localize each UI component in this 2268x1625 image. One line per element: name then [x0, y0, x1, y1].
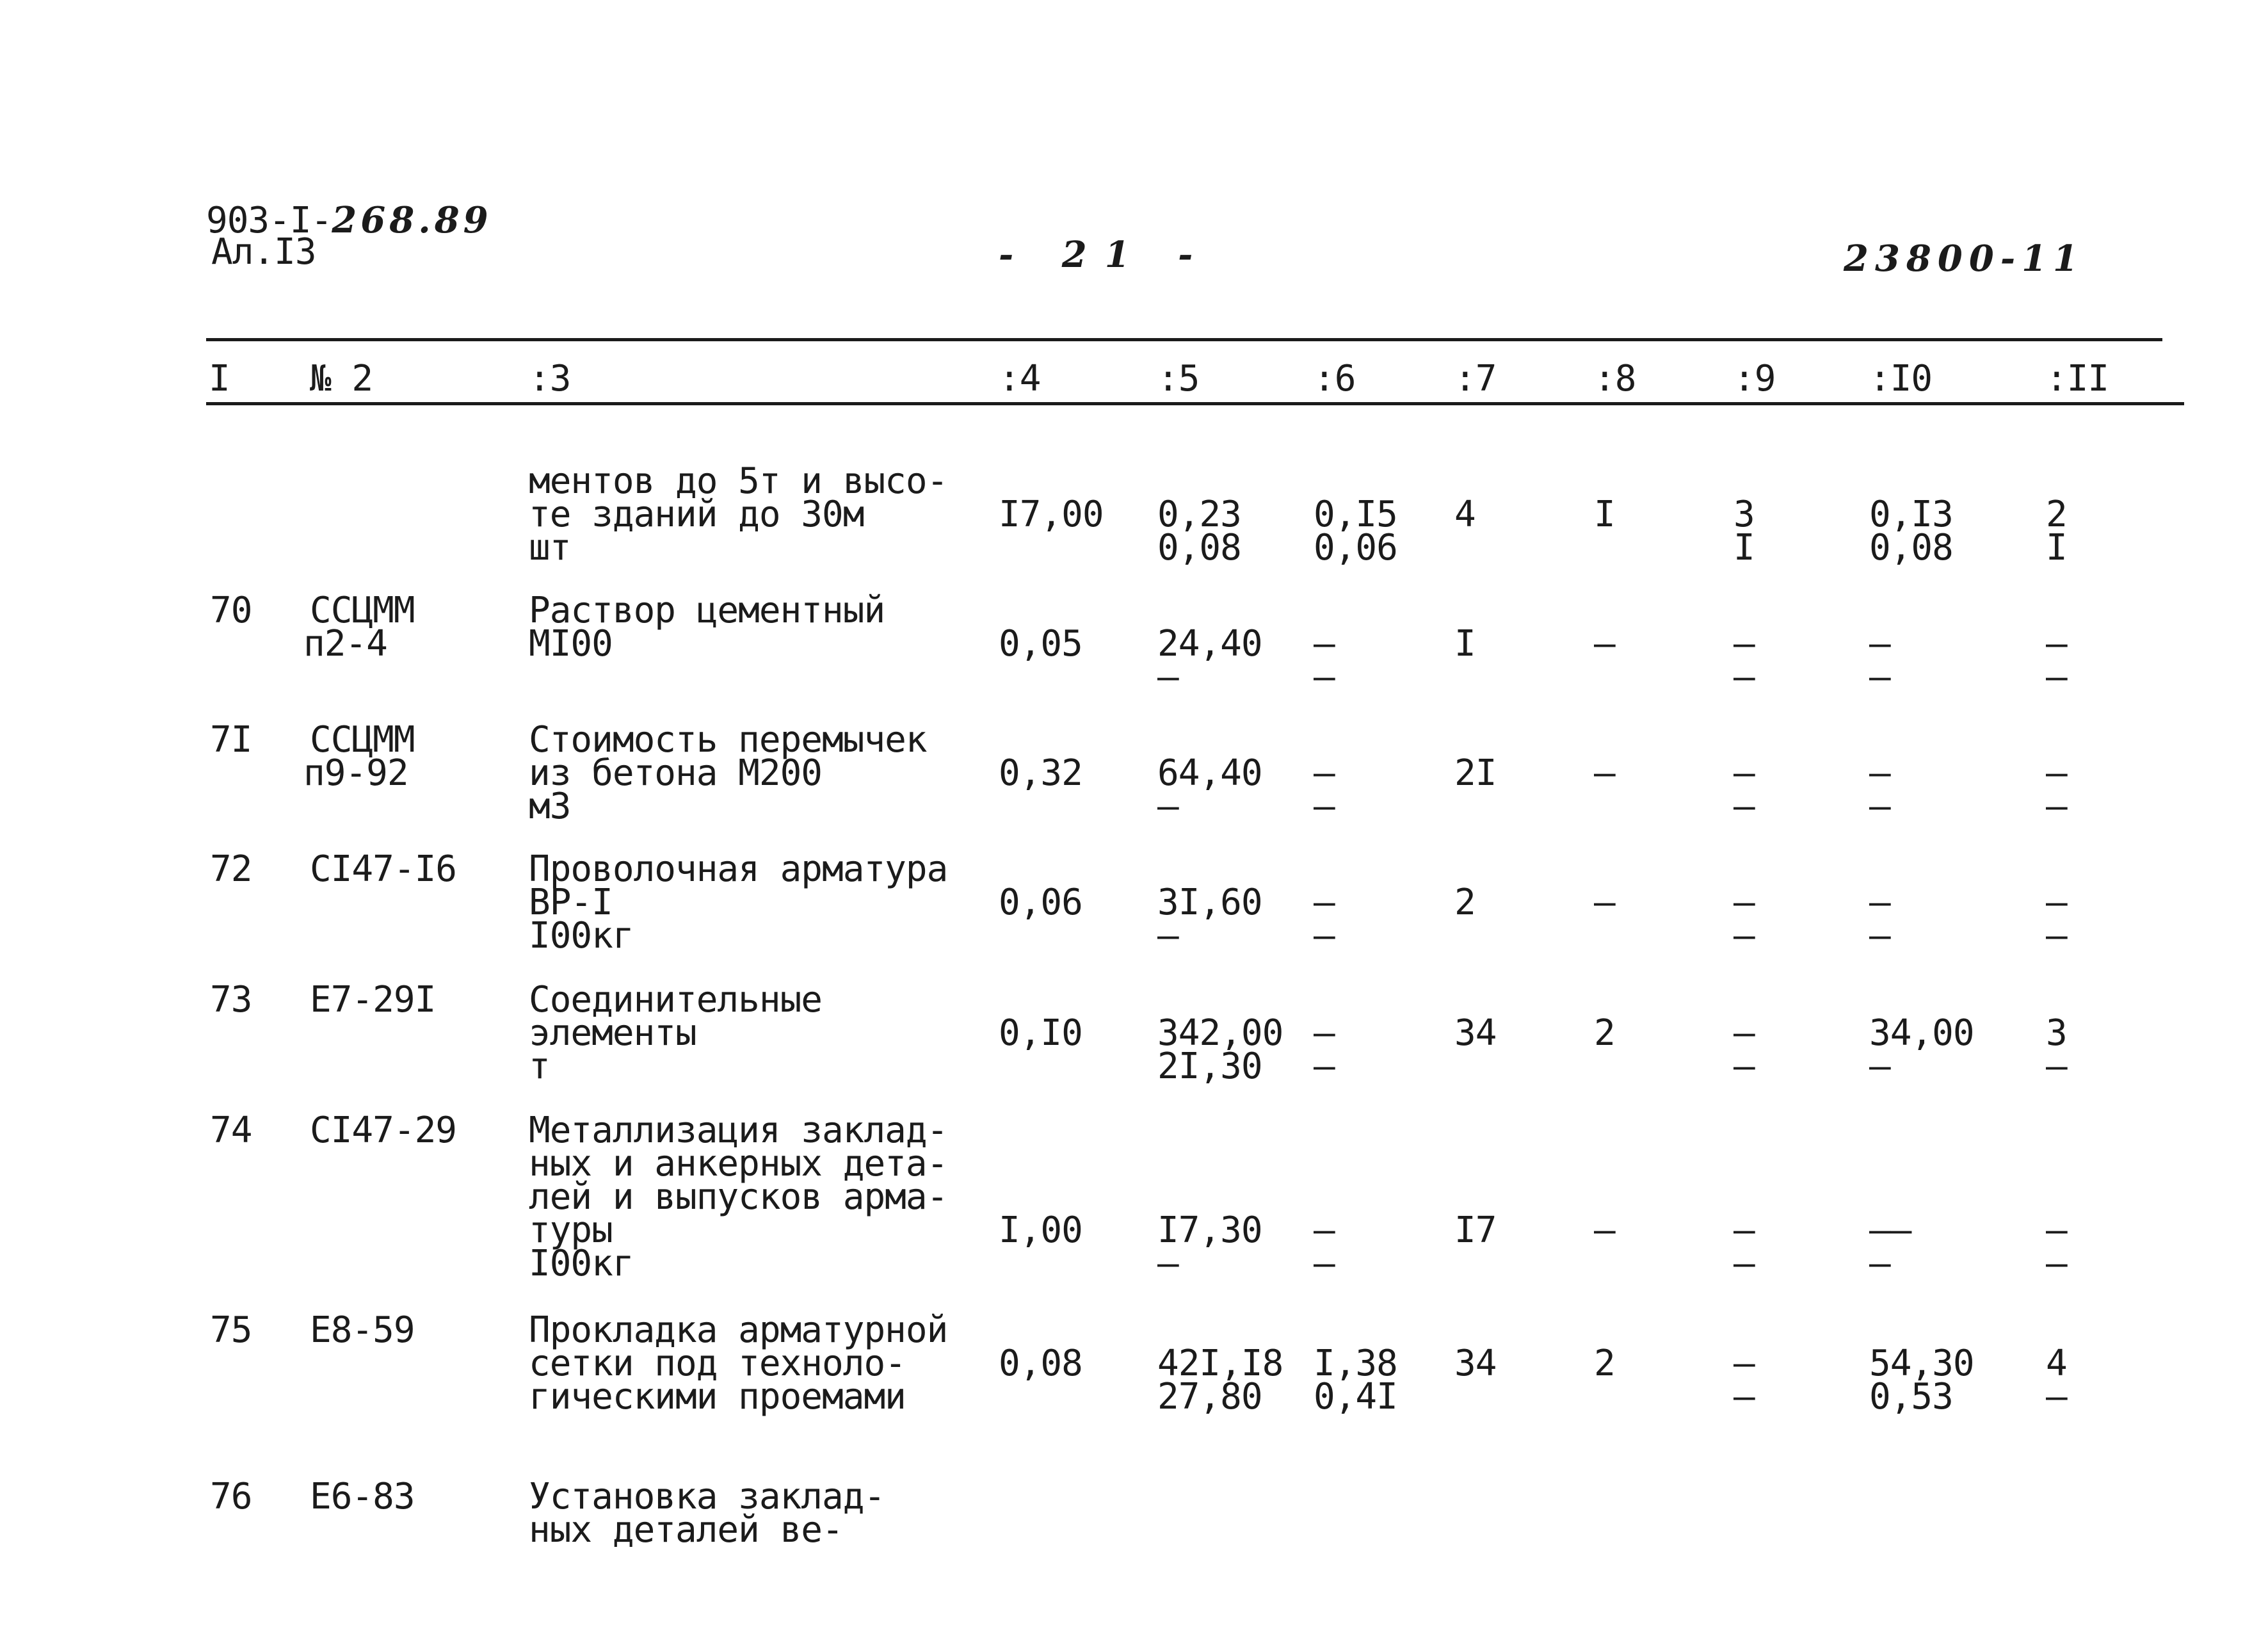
cell-col-9: 3 — [1733, 494, 1755, 535]
cell-col-9: – — [1733, 1343, 1755, 1384]
cell-col-10: –– — [1869, 1209, 1911, 1251]
page-number: - 21 - — [999, 234, 1211, 276]
cell-col-9: – — [1733, 656, 1755, 698]
cell-col-5: 342,00 — [1157, 1012, 1283, 1054]
cell-col-8: – — [1594, 623, 1615, 665]
row-number: 70 — [210, 590, 252, 631]
row-description: Проволочная арматура — [529, 848, 948, 890]
col-header-2: № 2 — [310, 358, 373, 400]
cell-col-6: – — [1314, 1243, 1335, 1284]
cell-col-10: – — [1869, 656, 1890, 698]
table-header-rule — [206, 402, 2184, 405]
col-header-10: :I0 — [1869, 358, 1933, 400]
cell-col-4: 0,08 — [999, 1343, 1082, 1384]
row-description: МI00 — [529, 623, 613, 665]
cell-col-9: – — [1733, 1046, 1755, 1087]
doc-code-handwritten: 268.89 — [332, 199, 492, 241]
row-description: ных деталей ве- — [529, 1509, 843, 1551]
row-code: ССЦММ — [310, 719, 415, 761]
row-number: 74 — [210, 1110, 252, 1151]
cell-col-11: – — [2046, 786, 2067, 827]
row-description: гическими проемами — [529, 1376, 906, 1418]
cell-col-5: 0,08 — [1157, 527, 1241, 569]
cell-col-7: 2I — [1454, 752, 1497, 794]
row-code: Е8-59 — [310, 1309, 415, 1351]
cell-col-5: 24,40 — [1157, 623, 1262, 665]
row-description: элементы — [529, 1012, 696, 1054]
cell-col-10: – — [1869, 752, 1890, 794]
cell-col-5: 2I,30 — [1157, 1046, 1262, 1087]
cell-col-5: 0,23 — [1157, 494, 1241, 535]
row-description: лей и выпусков арма- — [529, 1176, 948, 1218]
cell-col-11: – — [2046, 1209, 2067, 1251]
cell-col-9: – — [1733, 623, 1755, 665]
cell-col-11: 2 — [2046, 494, 2067, 535]
cell-col-6: – — [1314, 1046, 1335, 1087]
album-number: Ал.I3 — [211, 231, 316, 273]
cell-col-11: – — [2046, 752, 2067, 794]
row-description: Прокладка арматурной — [529, 1309, 948, 1351]
cell-col-4: 0,05 — [999, 623, 1082, 665]
row-description: I00кг — [529, 1243, 634, 1284]
cell-col-11: – — [2046, 882, 2067, 923]
cell-col-8: 2 — [1594, 1012, 1615, 1054]
row-description: те зданий до 30м — [529, 494, 864, 535]
row-description: I00кг — [529, 915, 634, 957]
cell-col-5: 42I,I8 — [1157, 1343, 1283, 1384]
row-code: п2-4 — [303, 623, 387, 665]
row-code: п9-92 — [303, 752, 408, 794]
cell-col-5: 64,40 — [1157, 752, 1262, 794]
cell-col-10: 0,I3 — [1869, 494, 1953, 535]
cell-col-6: 0,I5 — [1314, 494, 1397, 535]
row-number: 75 — [210, 1309, 252, 1351]
cell-col-10: – — [1869, 623, 1890, 665]
row-number: 73 — [210, 979, 252, 1021]
cell-col-11: – — [2046, 656, 2067, 698]
row-code: Е7-29I — [310, 979, 436, 1021]
cell-col-6: – — [1314, 1209, 1335, 1251]
cell-col-7: 34 — [1454, 1012, 1497, 1054]
row-description: Стоимость перемычек — [529, 719, 927, 761]
cell-col-6: – — [1314, 656, 1335, 698]
row-description: сетки под техноло- — [529, 1343, 906, 1384]
cell-col-4: I7,00 — [999, 494, 1104, 535]
cell-col-5: 3I,60 — [1157, 882, 1262, 923]
col-header-7: :7 — [1454, 358, 1497, 400]
cell-col-6: – — [1314, 786, 1335, 827]
col-header-8: :8 — [1594, 358, 1636, 400]
cell-col-9: – — [1733, 915, 1755, 957]
cell-col-6: – — [1314, 623, 1335, 665]
cell-col-5: 27,80 — [1157, 1376, 1262, 1418]
col-header-6: :6 — [1314, 358, 1356, 400]
cell-col-9: – — [1733, 786, 1755, 827]
row-description: ВР-I — [529, 882, 613, 923]
cell-col-7: I7 — [1454, 1209, 1497, 1251]
cell-col-5: – — [1157, 915, 1178, 957]
cell-col-6: 0,06 — [1314, 527, 1397, 569]
row-description: Металлизация заклад- — [529, 1110, 948, 1151]
row-number: 7I — [210, 719, 252, 761]
cell-col-10: – — [1869, 882, 1890, 923]
row-code: Е6-83 — [310, 1476, 415, 1517]
row-description: Соединительные — [529, 979, 823, 1021]
doc-code-prefix: 903-I- — [206, 200, 332, 241]
cell-col-4: I,00 — [999, 1209, 1082, 1251]
cell-col-9: – — [1733, 1209, 1755, 1251]
cell-col-10: 0,08 — [1869, 527, 1953, 569]
cell-col-9: – — [1733, 1243, 1755, 1284]
row-description: туры — [529, 1209, 613, 1251]
cell-col-11: – — [2046, 1046, 2067, 1087]
cell-col-9: – — [1733, 1376, 1755, 1418]
cell-col-9: – — [1733, 1012, 1755, 1054]
cell-col-8: – — [1594, 882, 1615, 923]
cell-col-6: 0,4I — [1314, 1376, 1397, 1418]
col-header-4: :4 — [999, 358, 1041, 400]
col-header-9: :9 — [1733, 358, 1776, 400]
cell-col-9: – — [1733, 882, 1755, 923]
row-number: 76 — [210, 1476, 252, 1517]
cell-col-4: 0,32 — [999, 752, 1082, 794]
cell-col-11: – — [2046, 915, 2067, 957]
cell-col-6: I,38 — [1314, 1343, 1397, 1384]
col-header-1: I — [209, 358, 230, 400]
cell-col-11: I — [2046, 527, 2067, 569]
cell-col-11: 3 — [2046, 1012, 2067, 1054]
cell-col-7: 34 — [1454, 1343, 1497, 1384]
cell-col-8: I — [1594, 494, 1615, 535]
cell-col-10: 0,53 — [1869, 1376, 1953, 1418]
cell-col-6: – — [1314, 1012, 1335, 1054]
col-header-3: :3 — [529, 358, 571, 400]
cell-col-10: – — [1869, 915, 1890, 957]
cell-col-10: 54,30 — [1869, 1343, 1974, 1384]
cell-col-9: – — [1733, 752, 1755, 794]
cell-col-8: – — [1594, 1209, 1615, 1251]
cell-col-5: – — [1157, 656, 1178, 698]
col-header-5: :5 — [1157, 358, 1200, 400]
col-header-11: :II — [2046, 358, 2109, 400]
row-description: ментов до 5т и высо- — [529, 460, 948, 502]
row-description: шт — [529, 527, 571, 569]
row-description: т — [529, 1046, 550, 1087]
row-number: 72 — [210, 848, 252, 890]
cell-col-10: 34,00 — [1869, 1012, 1974, 1054]
cell-col-6: – — [1314, 915, 1335, 957]
cell-col-11: – — [2046, 1376, 2067, 1418]
row-description: из бетона М200 — [529, 752, 823, 794]
cell-col-7: 2 — [1454, 882, 1476, 923]
row-description: ных и анкерных дета- — [529, 1143, 948, 1184]
cell-col-10: – — [1869, 1046, 1890, 1087]
cell-col-10: – — [1869, 1243, 1890, 1284]
cell-col-9: I — [1733, 527, 1755, 569]
cell-col-4: 0,06 — [999, 882, 1082, 923]
cell-col-7: I — [1454, 623, 1476, 665]
cell-col-10: – — [1869, 786, 1890, 827]
row-code: ССЦММ — [310, 590, 415, 631]
cell-col-6: – — [1314, 882, 1335, 923]
row-code: СI47-29 — [310, 1110, 457, 1151]
cell-col-11: 4 — [2046, 1343, 2067, 1384]
table-top-rule — [206, 338, 2162, 341]
cell-col-7: 4 — [1454, 494, 1476, 535]
cell-col-6: – — [1314, 752, 1335, 794]
row-description: Раствор цементный — [529, 590, 885, 631]
cell-col-4: 0,I0 — [999, 1012, 1082, 1054]
row-description: Установка заклад- — [529, 1476, 885, 1517]
cell-col-11: – — [2046, 1243, 2067, 1284]
sheet-code: 23800-11 — [1844, 238, 2084, 280]
row-code: СI47-I6 — [310, 848, 457, 890]
cell-col-8: – — [1594, 752, 1615, 794]
row-description: м3 — [529, 786, 571, 827]
cell-col-11: – — [2046, 623, 2067, 665]
cell-col-5: I7,30 — [1157, 1209, 1262, 1251]
cell-col-5: – — [1157, 1243, 1178, 1284]
cell-col-5: – — [1157, 786, 1178, 827]
cell-col-8: 2 — [1594, 1343, 1615, 1384]
